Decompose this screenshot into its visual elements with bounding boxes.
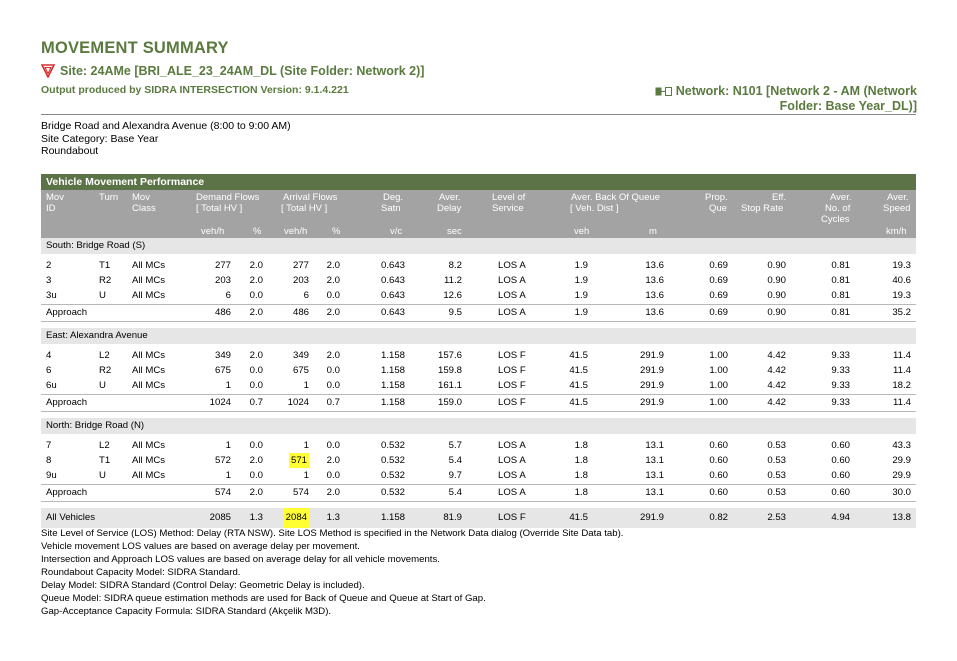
cell-demand-total: 277 (214, 260, 231, 271)
cell-mov-id: Approach (46, 397, 88, 408)
table-row (41, 453, 916, 468)
cell-arrival-total: 1 (303, 470, 309, 481)
header-divider (41, 114, 916, 115)
cell-cycles: 0.81 (831, 290, 850, 301)
cell-delay: 159.8 (437, 365, 462, 376)
cell-class: All MCs (132, 350, 166, 361)
col-class-header-2: Class (132, 203, 156, 214)
cell-delay: 157.6 (437, 350, 462, 361)
cell-class: All MCs (132, 455, 166, 466)
cell-queue-veh: 41.5 (569, 397, 588, 408)
col-cycles-header: Aver. (830, 192, 852, 203)
site-line (41, 64, 424, 78)
cell-delay: 159.0 (437, 397, 462, 408)
cell-demand-total: 1024 (209, 397, 231, 408)
table-row (41, 363, 916, 378)
notes (41, 527, 623, 618)
cell-los: LOS F (498, 350, 526, 361)
cell-arrival-hv: 2.0 (326, 455, 340, 466)
cell-stop-rate: 4.42 (767, 365, 786, 376)
cell-los: LOS A (498, 487, 526, 498)
cell-stop-rate: 0.53 (767, 487, 786, 498)
cell-cycles: 4.94 (831, 512, 850, 523)
cell-los: LOS A (498, 275, 526, 286)
cell-cycles: 9.33 (831, 350, 850, 361)
col-delay-header: Aver. (439, 192, 461, 203)
cell-demand-hv: 2.0 (249, 275, 263, 286)
cell-queue-dist: 291.9 (639, 512, 664, 523)
cell-arrival-hv: 2.0 (326, 307, 340, 318)
cell-stop-rate: 0.90 (767, 307, 786, 318)
site-category: Site Category: Base Year (41, 132, 159, 145)
cell-queue-veh: 41.5 (569, 380, 588, 391)
cell-demand-hv: 0.0 (249, 440, 263, 451)
cell-deg-satn: 0.532 (380, 440, 405, 451)
cell-los: LOS F (498, 365, 526, 376)
cell-prop-que: 0.69 (709, 260, 728, 271)
network-line-2: Folder: Base Year_DL)] (779, 99, 917, 113)
cell-stop-rate: 0.53 (767, 440, 786, 451)
cell-prop-que: 0.69 (709, 290, 728, 301)
cell-arrival-hv: 2.0 (326, 275, 340, 286)
cell-turn: T1 (99, 455, 111, 466)
cell-demand-total: 349 (214, 350, 231, 361)
col-arrival-header: Arrival Flows (283, 192, 338, 203)
cell-cycles: 0.81 (831, 260, 850, 271)
cell-demand-total: 1 (225, 470, 231, 481)
col-speed-header: Aver. (887, 192, 909, 203)
cell-prop-que: 0.60 (709, 440, 728, 451)
cell-los: LOS A (498, 260, 526, 271)
cell-arrival-hv: 2.0 (326, 260, 340, 271)
cell-demand-hv: 0.7 (249, 397, 263, 408)
cell-stop-rate: 0.53 (767, 455, 786, 466)
cell-class: All MCs (132, 365, 166, 376)
cell-queue-veh: 1.8 (574, 455, 588, 466)
cell-queue-veh: 1.9 (574, 307, 588, 318)
cell-speed: 13.8 (892, 512, 911, 523)
cell-demand-hv: 2.0 (249, 350, 263, 361)
cell-mov-id: 9u (46, 470, 57, 481)
cell-queue-dist: 13.1 (645, 487, 664, 498)
output-info: Output produced by SIDRA INTERSECTION Version: 9.1.4.221 (41, 84, 349, 96)
cell-turn: U (99, 290, 106, 301)
cell-arrival-total: 1 (303, 380, 309, 391)
cell-speed: 11.4 (893, 365, 911, 376)
cell-delay: 161.1 (437, 380, 462, 391)
cell-mov-id: All Vehicles (46, 512, 96, 523)
cell-queue-dist: 291.9 (639, 380, 664, 391)
col-queue-header: Aver. Back Of Queue (571, 192, 661, 203)
cell-delay: 5.4 (448, 487, 462, 498)
cell-queue-veh: 1.8 (574, 487, 588, 498)
cell-stop-rate: 0.90 (767, 275, 786, 286)
cell-arrival-total: 1 (303, 440, 309, 451)
cell-mov-id: 7 (46, 440, 52, 451)
cell-queue-dist: 13.1 (645, 440, 664, 451)
col-demand-header: Demand Flows (196, 192, 260, 203)
page-title: MOVEMENT SUMMARY (41, 39, 229, 57)
cell-arrival-total: 277 (292, 260, 309, 271)
cell-stop-rate: 4.42 (767, 397, 786, 408)
cell-delay: 12.6 (443, 290, 462, 301)
cell-stop-rate: 0.90 (767, 260, 786, 271)
cell-mov-id: 6 (46, 365, 52, 376)
cell-delay: 8.2 (448, 260, 462, 271)
cell-arrival-hv: 0.0 (326, 470, 340, 481)
col-prop-header: Prop. (705, 192, 728, 203)
cell-demand-total: 1 (225, 380, 231, 391)
cell-stop-rate: 4.42 (767, 350, 786, 361)
cell-mov-id: 3u (46, 290, 57, 301)
cell-deg-satn: 0.532 (380, 470, 405, 481)
cell-turn: R2 (99, 275, 112, 286)
cell-class: All MCs (132, 470, 166, 481)
cell-speed: 30.0 (892, 487, 911, 498)
cell-delay: 11.2 (444, 275, 462, 286)
cell-mov-id: 3 (46, 275, 52, 286)
cell-turn: U (99, 470, 106, 481)
cell-deg-satn: 0.532 (380, 455, 405, 466)
cell-class: All MCs (132, 260, 166, 271)
cell-deg-satn: 1.158 (380, 380, 405, 391)
cell-cycles: 0.60 (831, 487, 850, 498)
cell-arrival-hv: 0.0 (326, 290, 340, 301)
cell-los: LOS A (498, 440, 526, 451)
cell-delay: 9.7 (448, 470, 462, 481)
cell-queue-veh: 1.9 (574, 260, 588, 271)
cell-delay: 5.7 (448, 440, 462, 451)
site-location: Bridge Road and Alexandra Avenue (8:00 to 9:00 AM) (41, 120, 291, 132)
cell-arrival-total: 675 (292, 365, 309, 376)
col-deg-header: Deg. (383, 192, 404, 203)
cell-cycles: 0.81 (831, 307, 850, 318)
unit-delay: sec (447, 226, 462, 237)
col-deg-header-2: Satn (381, 203, 401, 214)
cell-prop-que: 0.60 (709, 487, 728, 498)
site-type: Roundabout (41, 145, 99, 157)
cell-cycles: 9.33 (831, 397, 850, 408)
cell-arrival-hv: 0.0 (326, 440, 340, 451)
cell-queue-dist: 291.9 (639, 350, 664, 361)
cell-speed: 40.6 (892, 275, 911, 286)
cell-demand-total: 486 (214, 307, 231, 318)
cell-demand-total: 675 (214, 365, 231, 376)
cell-prop-que: 0.69 (709, 275, 728, 286)
cell-arrival-total: 571 (290, 455, 307, 466)
cell-speed: 35.2 (892, 307, 911, 318)
table-row (41, 258, 916, 273)
col-speed-header-2: Speed (883, 203, 911, 214)
note-line: Delay Model: SIDRA Standard (Control Delay: Geometric Delay is included). (41, 580, 365, 591)
unit-speed: km/h (886, 226, 907, 237)
cell-delay: 81.9 (443, 512, 462, 523)
approach-row (41, 484, 916, 502)
col-mov-id-header-2: ID (46, 203, 56, 214)
cell-queue-veh: 41.5 (569, 350, 588, 361)
cell-speed: 19.3 (892, 260, 911, 271)
cell-mov-id: Approach (46, 307, 88, 318)
cell-class: All MCs (132, 440, 166, 451)
table-row (41, 378, 916, 393)
cell-delay: 5.4 (448, 455, 462, 466)
cell-arrival-total: 486 (292, 307, 309, 318)
cell-demand-total: 574 (214, 487, 231, 498)
cell-class: All MCs (132, 290, 166, 301)
cell-speed: 18.2 (892, 380, 911, 391)
network-icon (655, 87, 672, 96)
cell-cycles: 0.60 (831, 455, 850, 466)
unit-queue-veh: veh (574, 226, 590, 237)
table-row (41, 468, 916, 483)
cell-demand-total: 203 (214, 275, 231, 286)
cell-demand-hv: 1.3 (249, 512, 263, 523)
col-eff-header-2: Stop Rate (741, 203, 784, 214)
table-row (41, 288, 916, 303)
cell-turn: R2 (99, 365, 112, 376)
cell-arrival-hv: 2.0 (326, 350, 340, 361)
cell-arrival-hv: 0.0 (326, 380, 340, 391)
cell-demand-total: 1 (225, 440, 231, 451)
vehicle-movement-table (41, 174, 916, 528)
cell-los: LOS F (498, 397, 526, 408)
cell-cycles: 9.33 (831, 365, 850, 376)
col-los-header-2: Service (492, 203, 524, 214)
cell-deg-satn: 0.532 (380, 487, 405, 498)
cell-queue-veh: 1.9 (574, 290, 588, 301)
cell-cycles: 0.60 (831, 470, 850, 481)
cell-queue-dist: 13.6 (645, 307, 664, 318)
table-row (41, 273, 916, 288)
cell-arrival-total: 349 (292, 350, 309, 361)
cell-demand-hv: 2.0 (249, 260, 263, 271)
cell-cycles: 0.60 (831, 440, 850, 451)
cell-stop-rate: 0.90 (767, 290, 786, 301)
cell-prop-que: 1.00 (709, 397, 728, 408)
cell-demand-total: 572 (214, 455, 231, 466)
cell-deg-satn: 1.158 (380, 512, 405, 523)
cell-deg-satn: 0.643 (380, 275, 405, 286)
cell-speed: 29.9 (892, 470, 911, 481)
cell-demand-hv: 2.0 (249, 455, 263, 466)
cell-arrival-total: 1024 (287, 397, 309, 408)
network-line-1: Network: N101 [Network 2 - AM (Network (675, 84, 917, 98)
cell-stop-rate: 4.42 (767, 380, 786, 391)
cell-los: LOS F (498, 512, 526, 523)
col-prop-header-2: Que (709, 203, 727, 214)
cell-queue-dist: 13.6 (645, 260, 664, 271)
cell-mov-id: 8 (46, 455, 52, 466)
note-line: Gap-Acceptance Capacity Formula: SIDRA Standard (Akçelik M3D). (41, 606, 332, 617)
approach-row (41, 304, 916, 322)
col-turn-header: Turn (99, 192, 119, 203)
col-cycles-header-2: No. of (825, 203, 851, 214)
cell-queue-veh: 1.9 (574, 275, 588, 286)
unit-demand-total: veh/h (201, 226, 225, 237)
site-info (41, 120, 291, 158)
col-arrival-header-2: [ Total HV ] (281, 203, 328, 214)
cell-demand-total: 6 (225, 290, 231, 301)
cell-deg-satn: 1.158 (380, 397, 405, 408)
cell-demand-hv: 0.0 (249, 470, 263, 481)
table-header (41, 190, 916, 238)
cell-los: LOS A (498, 455, 526, 466)
all-vehicles-row (41, 508, 916, 528)
cell-queue-veh: 1.8 (574, 440, 588, 451)
note-line: Site Level of Service (LOS) Method: Delay (RTA NSW). Site LOS Method is specified in the Network Data dialog (Override Site Data tab). (41, 528, 624, 539)
cell-queue-veh: 41.5 (569, 365, 588, 376)
cell-queue-dist: 291.9 (639, 365, 664, 376)
cell-queue-dist: 13.6 (645, 275, 664, 286)
cell-demand-hv: 0.0 (249, 290, 263, 301)
approach-row (41, 394, 916, 412)
cell-queue-veh: 1.8 (574, 470, 588, 481)
cell-los: LOS A (498, 470, 526, 481)
cell-queue-dist: 13.1 (645, 455, 664, 466)
col-demand-header-2: [ Total HV ] (196, 203, 243, 214)
cell-stop-rate: 0.53 (767, 470, 786, 481)
cell-demand-total: 2085 (209, 512, 231, 523)
cell-mov-id: Approach (46, 487, 88, 498)
cell-deg-satn: 1.158 (380, 350, 405, 361)
cell-prop-que: 0.82 (709, 512, 728, 523)
cell-cycles: 9.33 (831, 380, 850, 391)
cell-deg-satn: 0.643 (380, 290, 405, 301)
unit-deg: v/c (390, 226, 403, 237)
cell-los: LOS A (498, 290, 526, 301)
cell-turn: T1 (99, 260, 111, 271)
site-label: Site: 24AMe [BRI_ALE_23_24AM_DL (Site Folder: Network 2)] (60, 64, 425, 78)
cell-mov-id: 6u (46, 380, 57, 391)
cell-arrival-total: 2084 (284, 508, 309, 528)
cell-speed: 11.4 (893, 350, 911, 361)
cell-delay: 9.5 (448, 307, 462, 318)
cell-deg-satn: 0.643 (380, 260, 405, 271)
note-line: Roundabout Capacity Model: SIDRA Standard. (41, 567, 241, 578)
unit-arrival-total: veh/h (284, 226, 308, 237)
table-row (41, 438, 916, 453)
cell-mov-id: 4 (46, 350, 52, 361)
cell-prop-que: 1.00 (709, 380, 728, 391)
cell-cycles: 0.81 (831, 275, 850, 286)
note-line: Queue Model: SIDRA queue estimation methods are used for Back of Queue and Queue at Start of Gap. (41, 593, 486, 604)
cell-arrival-total: 6 (303, 290, 309, 301)
cell-prop-que: 1.00 (709, 365, 728, 376)
cell-prop-que: 0.69 (709, 307, 728, 318)
cell-arrival-hv: 0.7 (326, 397, 340, 408)
cell-prop-que: 0.60 (709, 470, 728, 481)
cell-deg-satn: 0.643 (380, 307, 405, 318)
cell-arrival-hv: 0.0 (326, 365, 340, 376)
cell-speed: 43.3 (892, 440, 911, 451)
cell-class: All MCs (132, 275, 166, 286)
cell-queue-dist: 13.6 (645, 290, 664, 301)
cell-deg-satn: 1.158 (380, 365, 405, 376)
cell-prop-que: 1.00 (709, 350, 728, 361)
unit-arrival-hv: % (332, 226, 341, 237)
note-line: Vehicle movement LOS values are based on average delay per movement. (41, 541, 360, 552)
cell-arrival-total: 203 (292, 275, 309, 286)
cell-los: LOS F (498, 380, 526, 391)
cell-queue-dist: 13.1 (645, 470, 664, 481)
cell-turn: U (99, 380, 106, 391)
col-los-header: Level of (492, 192, 526, 203)
cell-arrival-total: 574 (292, 487, 309, 498)
cell-queue-veh: 41.5 (569, 512, 588, 523)
col-cycles-header-3: Cycles (821, 214, 850, 225)
cell-speed: 11.4 (893, 397, 911, 408)
unit-demand-hv: % (253, 226, 262, 237)
network-label (617, 84, 917, 114)
table-body (41, 238, 916, 528)
col-eff-header: Eff. (772, 192, 787, 203)
cell-queue-dist: 291.9 (639, 397, 664, 408)
cell-demand-hv: 0.0 (249, 380, 263, 391)
col-delay-header-2: Delay (437, 203, 462, 214)
cell-demand-hv: 0.0 (249, 365, 263, 376)
col-class-header: Mov (132, 192, 150, 203)
cell-arrival-hv: 1.3 (326, 512, 340, 523)
cell-stop-rate: 2.53 (767, 512, 786, 523)
cell-demand-hv: 2.0 (249, 487, 263, 498)
note-line: Intersection and Approach LOS values are based on average delay for all vehicle movements. (41, 554, 440, 565)
table-row (41, 348, 916, 363)
cell-los: LOS A (498, 307, 526, 318)
cell-speed: 29.9 (892, 455, 911, 466)
cell-speed: 19.3 (892, 290, 911, 301)
section-header: East: Alexandra Avenue (41, 328, 916, 344)
cell-turn: L2 (99, 440, 110, 451)
cell-mov-id: 2 (46, 260, 52, 271)
table-title: Vehicle Movement Performance (41, 174, 916, 190)
cell-turn: L2 (99, 350, 110, 361)
cell-class: All MCs (132, 380, 166, 391)
cell-demand-hv: 2.0 (249, 307, 263, 318)
section-header: South: Bridge Road (S) (41, 238, 916, 254)
cell-prop-que: 0.60 (709, 455, 728, 466)
cell-arrival-hv: 2.0 (326, 487, 340, 498)
roundabout-site-icon (41, 64, 55, 78)
unit-queue-dist: m (649, 226, 657, 237)
col-mov-id-header: Mov (46, 192, 64, 203)
col-queue-header-2: [ Veh. Dist ] (570, 203, 619, 214)
section-header: North: Bridge Road (N) (41, 418, 916, 434)
